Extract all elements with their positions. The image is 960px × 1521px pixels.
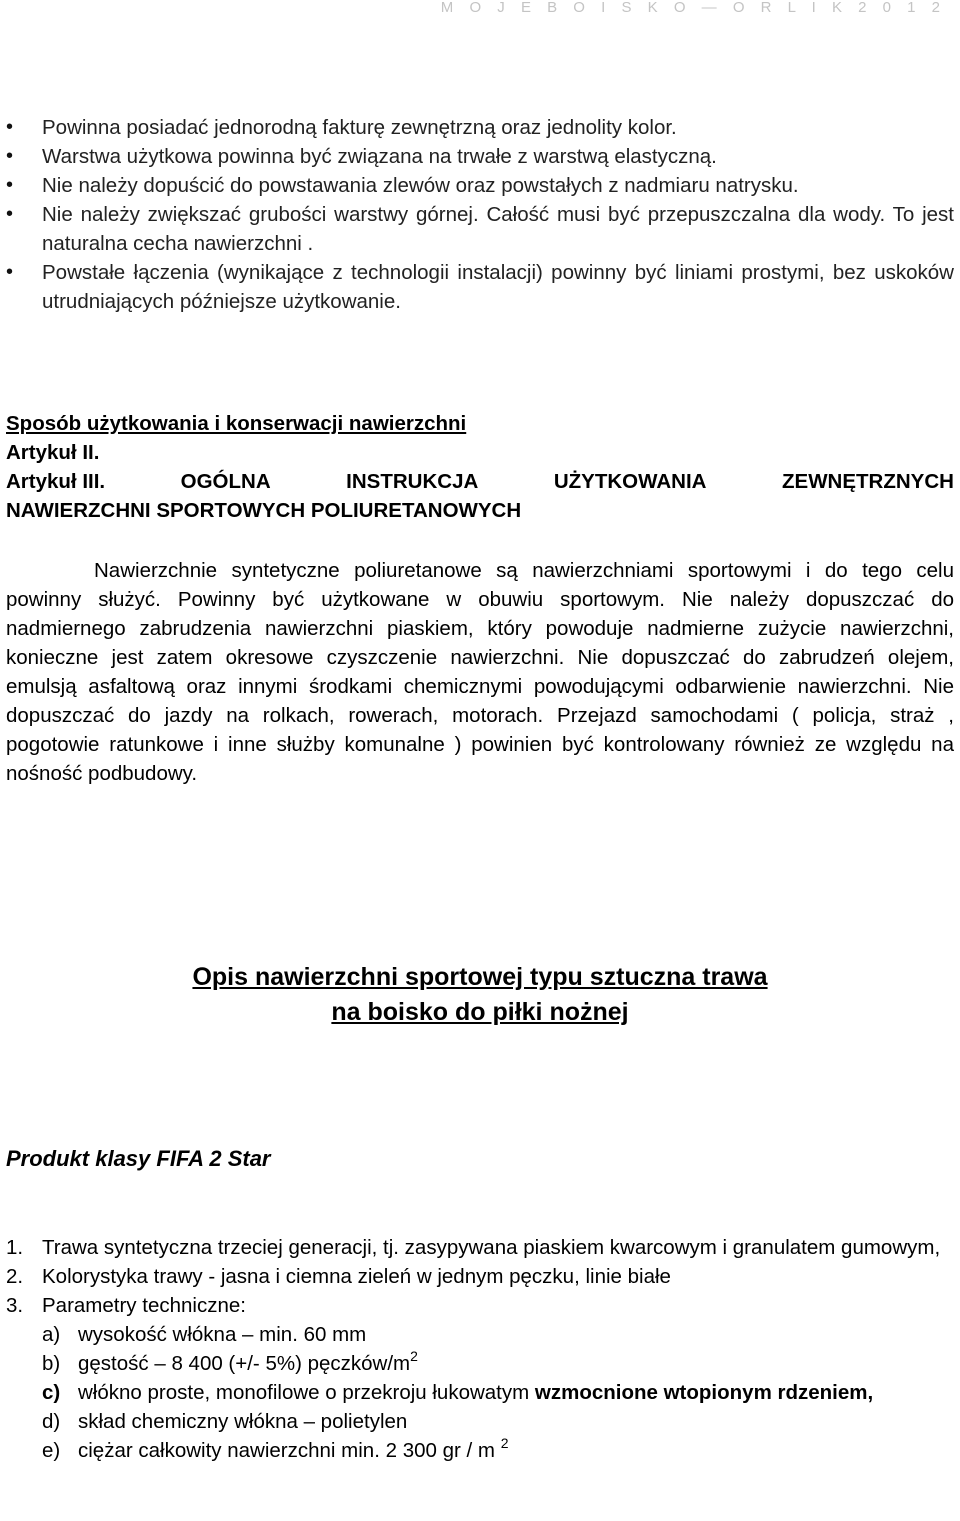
spec-subitem-text: wysokość włókna – min. 60 mm bbox=[78, 1323, 367, 1346]
spec-subitem-label: e) bbox=[42, 1439, 61, 1462]
document-title bbox=[0, 960, 960, 1030]
list-item: • Nie należy dopuścić do powstawania zlewów oraz powstałych z nadmiaru natrysku. bbox=[0, 171, 960, 200]
usage-section bbox=[6, 409, 954, 525]
spec-subitem bbox=[6, 1407, 954, 1436]
spec-text: Trawa syntetyczna trzeciej generacji, tj. zasypywana piaskiem kwarcowym i granulatem gumowym, bbox=[42, 1236, 941, 1259]
list-item: • Powstałe łączenia (wynikające z technologii instalacji) powinny być liniami prostymi, bez uskoków utrudniających późniejsze użytkowanie. bbox=[0, 258, 960, 316]
requirements-list bbox=[0, 113, 960, 316]
spec-text: Kolorystyka trawy - jasna i ciemna zieleń w jednym pęczku, linie białe bbox=[42, 1265, 671, 1288]
title-line-2: na boisko do piłki nożnej bbox=[331, 998, 629, 1026]
spec-subitem-label: c) bbox=[42, 1381, 61, 1404]
article-3-label: Artykuł III. bbox=[6, 470, 106, 493]
spec-subitem bbox=[6, 1320, 954, 1349]
product-class: Produkt klasy FIFA 2 Star bbox=[6, 1146, 271, 1171]
header-text: M O J E B O I S K O — O R L I K 2 0 1 2 bbox=[440, 0, 946, 16]
usage-instructions-paragraph: Nawierzchnie syntetyczne poliuretanowe są nawierzchniami sportowymi i do tego celu powinny służyć. Powinny być użytkowane w obuwiu sportowym. Nie należy dopuszczać do nadmiernego zabrudzenia nawierzchni piaskiem, który powoduje nadmierne zużycie nawierzchni, konieczne jest zatem okresowe czyszczenie nawierzchni. Nie dopuszczać do zabrudzeń olejem, emulsją asfaltową oraz innymi środkami chemicznymi powodującymi odbarwienie nawierzchni. Nie dopuszczać do jazdy na rolkach, rowerach, motorach. Przejazd samochodami ( policja, straż , pogotowie ratunkowe i inne służby komunalne ) powinien być kontrolowany również ze względu na nośność podbudowy. bbox=[6, 559, 954, 785]
spec-item bbox=[6, 1262, 954, 1291]
spec-subitem bbox=[6, 1349, 954, 1378]
list-item: • Nie należy zwiększać grubości warstwy górnej. Całość musi być przepuszczalna dla wody. To jest naturalna cecha nawierzchni . bbox=[0, 200, 960, 258]
article-3-word: ZEWNĘTRZNYCH bbox=[782, 470, 954, 493]
spec-subitem bbox=[6, 1378, 954, 1407]
spec-number: 3. bbox=[6, 1294, 24, 1317]
superscript: 2 bbox=[500, 1435, 509, 1451]
spec-subitem-label: b) bbox=[42, 1352, 61, 1375]
spec-subitem-label: d) bbox=[42, 1410, 61, 1433]
spec-subitem-text: włókno proste, monofilowe o przekroju łukowatym bbox=[78, 1381, 535, 1404]
specification-list bbox=[6, 1233, 954, 1465]
spec-subitem-bold-text: wzmocnione wtopionym rdzeniem, bbox=[534, 1381, 874, 1404]
spec-subitem-text: ciężar całkowity nawierzchni min. 2 300 gr / m bbox=[78, 1439, 501, 1462]
spec-number: 2. bbox=[6, 1265, 24, 1288]
superscript: 2 bbox=[410, 1348, 418, 1364]
article-2-heading: Artykuł II. bbox=[6, 441, 100, 464]
spec-subitem-label: a) bbox=[42, 1323, 61, 1346]
list-item: • Powinna posiadać jednorodną fakturę zewnętrzną oraz jednolity kolor. bbox=[0, 113, 960, 142]
list-item: • Warstwa użytkowa powinna być związana na trwałe z warstwą elastyczną. bbox=[0, 142, 960, 171]
section-heading: Sposób użytkowania i konserwacji nawierzchni bbox=[6, 412, 467, 435]
spec-text: Parametry techniczne: bbox=[42, 1294, 246, 1317]
page-header bbox=[0, 0, 960, 16]
title-line-1: Opis nawierzchni sportowej typu sztuczna trawa bbox=[192, 963, 768, 991]
spec-subitem bbox=[6, 1436, 954, 1465]
spec-item bbox=[6, 1233, 954, 1262]
article-3-heading bbox=[6, 467, 954, 496]
spec-number: 1. bbox=[6, 1236, 24, 1259]
article-3-word: UŻYTKOWANIA bbox=[553, 470, 707, 493]
spec-subitem-text: gęstość – 8 400 (+/- 5%) pęczków/m bbox=[78, 1352, 411, 1375]
spec-subitem-text: skład chemiczny włókna – polietylen bbox=[78, 1410, 408, 1433]
spec-item bbox=[6, 1291, 954, 1320]
article-3-word: OGÓLNA bbox=[180, 470, 271, 493]
article-3-subtitle: NAWIERZCHNI SPORTOWYCH POLIURETANOWYCH bbox=[6, 499, 522, 522]
article-3-word: INSTRUKCJA bbox=[346, 470, 479, 493]
